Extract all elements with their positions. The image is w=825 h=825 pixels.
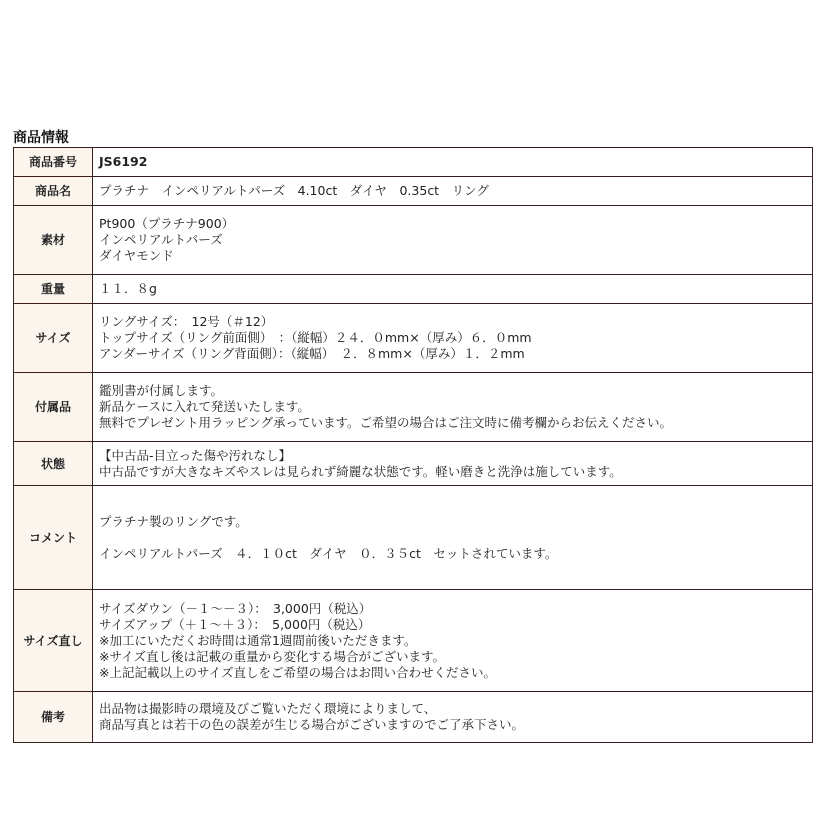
- value-line: ダイヤモンド: [99, 248, 174, 263]
- row-label: 重量: [14, 275, 93, 304]
- table-row: [14, 275, 813, 304]
- value-line: サイズアップ（＋１～＋３）： 5,000円（税込）: [99, 616, 371, 632]
- row-label: 状態: [14, 442, 93, 486]
- value-line: ※上記記載以上のサイズ直しをご希望の場合はお問い合わせください。: [99, 664, 496, 680]
- value-line: JS6192: [99, 154, 148, 169]
- row-value: [93, 486, 813, 590]
- value-line: 【中古品-目立った傷や汚れなし】: [99, 447, 292, 463]
- value-line: サイズダウン（－１～－３）： 3,000円（税込）: [99, 600, 372, 616]
- value-line: 出品物は撮影時の環境及びご覧いただく環境によりまして、: [99, 701, 437, 716]
- row-label: 付属品: [14, 373, 93, 442]
- row-value: [93, 177, 813, 206]
- row-value: [93, 442, 813, 486]
- value-line: プラチナ インペリアルトパーズ 4.10ct ダイヤ 0.35ct リング: [99, 183, 489, 198]
- value-line: インペリアルトパーズ: [99, 232, 223, 247]
- value-line: プラチナ製のリングです。: [99, 513, 248, 529]
- table-row: [14, 177, 813, 206]
- value-line: 商品写真とは若干の色の誤差が生じる場合がございますのでご了承下さい。: [99, 717, 525, 732]
- table-row: [14, 148, 813, 177]
- row-value: [93, 692, 813, 743]
- row-value: [93, 148, 813, 177]
- value-line: 鑑別書が付属します。: [99, 383, 224, 398]
- value-line: トップサイズ（リング前面側） ：（縦幅）２４．０mm×（厚み）６．０mm: [99, 330, 532, 345]
- row-label: 備考: [14, 692, 93, 743]
- table-row: [14, 206, 813, 275]
- row-label: サイズ直し: [14, 590, 93, 692]
- product-info-table: [13, 147, 813, 743]
- row-value: [93, 275, 813, 304]
- row-label: 素材: [14, 206, 93, 275]
- value-line: アンダーサイズ（リング背面側）：（縦幅） ２．８mm×（厚み）１．２mm: [99, 346, 525, 361]
- row-label: コメント: [14, 486, 93, 590]
- row-label: 商品名: [14, 177, 93, 206]
- table-row: [14, 486, 813, 590]
- value-line: 新品ケースに入れて発送いたします。: [99, 399, 310, 414]
- table-row: [14, 692, 813, 743]
- value-line: インペリアルトパーズ ４．１０ct ダイヤ ０．３５ct セットされています。: [99, 545, 558, 561]
- table-row: [14, 442, 813, 486]
- table-row: [14, 590, 813, 692]
- row-value: [93, 590, 813, 692]
- table-row: [14, 373, 813, 442]
- value-line: ※加工にいただくお時間は通常1週間前後いただきます。: [99, 632, 417, 648]
- value-line: 中古品ですが大きなキズやスレは見られず綺麗な状態です。軽い磨きと洗浄は施しています。: [99, 463, 622, 479]
- row-label: サイズ: [14, 304, 93, 373]
- value-line: Pt900（プラチナ900）: [99, 216, 235, 231]
- table-row: [14, 304, 813, 373]
- row-value: [93, 373, 813, 442]
- value-line: リングサイズ： 12号（＃12）: [99, 314, 274, 329]
- section-title: 商品情報: [13, 130, 69, 146]
- value-line: 無料でプレゼント用ラッピング承っています。ご希望の場合はご注文時に備考欄からお伝えください。: [99, 415, 673, 430]
- row-value: [93, 206, 813, 275]
- row-value: [93, 304, 813, 373]
- value-line: １１．８g: [99, 281, 157, 296]
- value-line: ※サイズ直し後は記載の重量から変化する場合がございます。: [99, 648, 445, 664]
- row-label: 商品番号: [14, 148, 93, 177]
